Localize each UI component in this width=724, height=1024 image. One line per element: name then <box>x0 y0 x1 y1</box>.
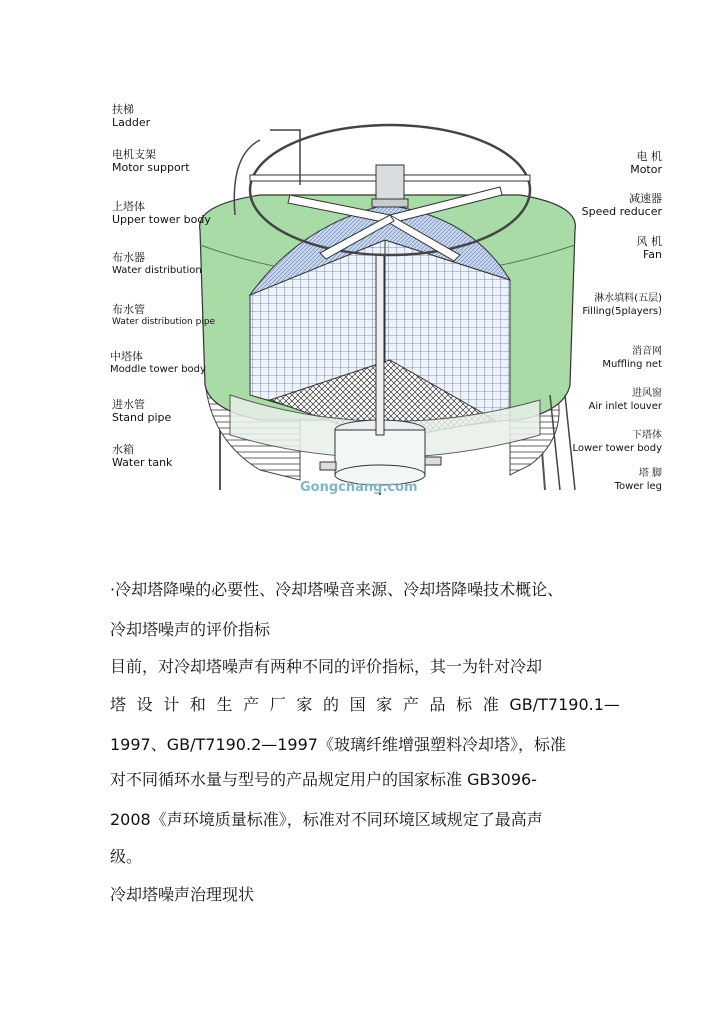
line4-char: 计 <box>163 695 180 714</box>
line4-char: 产 <box>243 695 260 714</box>
line4-char: 设 <box>136 695 153 714</box>
stand-pipe <box>376 255 384 435</box>
line4-char: 家 <box>296 695 313 714</box>
label-motor-support: 电机支架 Motor support <box>112 148 190 174</box>
section-heading-noise-treatment: 冷却塔噪声治理现状 <box>110 885 255 904</box>
line4-char: 产 <box>402 695 419 714</box>
label-filling: 淋水填料(五层) Filling(5players) <box>582 293 662 317</box>
paragraph-line-2: 冷却塔噪声的评价指标 <box>110 620 271 639</box>
line4-char: 生 <box>216 695 233 714</box>
cooling-tower-diagram <box>100 95 670 510</box>
paragraph-line-1: ·冷却塔降噪的必要性、冷却塔噪音来源、冷却塔降噪技术概论、 <box>110 580 564 599</box>
paragraph-line-8: 级。 <box>110 847 143 866</box>
line4-char: 家 <box>376 695 393 714</box>
label-fan: 风 机 Fan <box>636 235 662 261</box>
label-middle-tower-body: 中塔体 Moddle tower body <box>110 350 206 375</box>
line4-char: 国 <box>349 695 366 714</box>
line4-char: 的 <box>323 695 340 714</box>
label-muffling-net: 消音网 Muffling net <box>602 346 662 370</box>
label-water-distribution: 布水器 Water distribution <box>112 251 202 276</box>
line4-char: 和 <box>189 695 206 714</box>
line4-char: 品 <box>429 695 446 714</box>
line4-char: 塔 <box>110 695 127 714</box>
paragraph-line-3: 目前，对冷却塔噪声有两种不同的评价指标，其一为针对冷却 <box>110 657 543 676</box>
label-air-inlet-louver: 进风窗 Air inlet louver <box>588 388 662 412</box>
label-ladder: 扶梯 Ladder <box>112 103 151 129</box>
paragraph-line-4 <box>110 695 620 715</box>
paragraph-line-5: 1997、GB/T7190.2—1997《玻璃纤维增强塑料冷却塔》，标准 <box>110 735 566 754</box>
paragraph-line-6: 对不同循环水量与型号的产品规定用户的国家标准 GB3096- <box>110 770 537 789</box>
watermark: Gongchang.com <box>300 480 418 495</box>
motor <box>372 165 408 207</box>
paragraph-line-7: 2008《声环境质量标准》，标准对不同环境区域规定了最高声 <box>110 810 543 829</box>
label-lower-tower-body: 下塔体 Lower tower body <box>572 430 662 454</box>
label-tower-leg: 塔 脚 Tower leg <box>614 468 662 492</box>
label-upper-tower-body: 上塔体 Upper tower body <box>112 200 211 226</box>
line4-char: 标 <box>456 695 473 714</box>
line4-char: 准 <box>482 695 499 714</box>
label-motor: 电 机 Motor <box>630 150 662 176</box>
label-water-tank: 水箱 Water tank <box>112 443 173 469</box>
line4-char: 厂 <box>269 695 286 714</box>
label-water-distribution-pipe: 布水管 Water distribution pipe <box>112 303 216 327</box>
label-speed-reducer: 减速器 Speed reducer <box>581 192 662 218</box>
line4-char: GB/T7190.1— <box>509 695 620 714</box>
label-stand-pipe: 进水管 Stand pipe <box>112 398 172 424</box>
